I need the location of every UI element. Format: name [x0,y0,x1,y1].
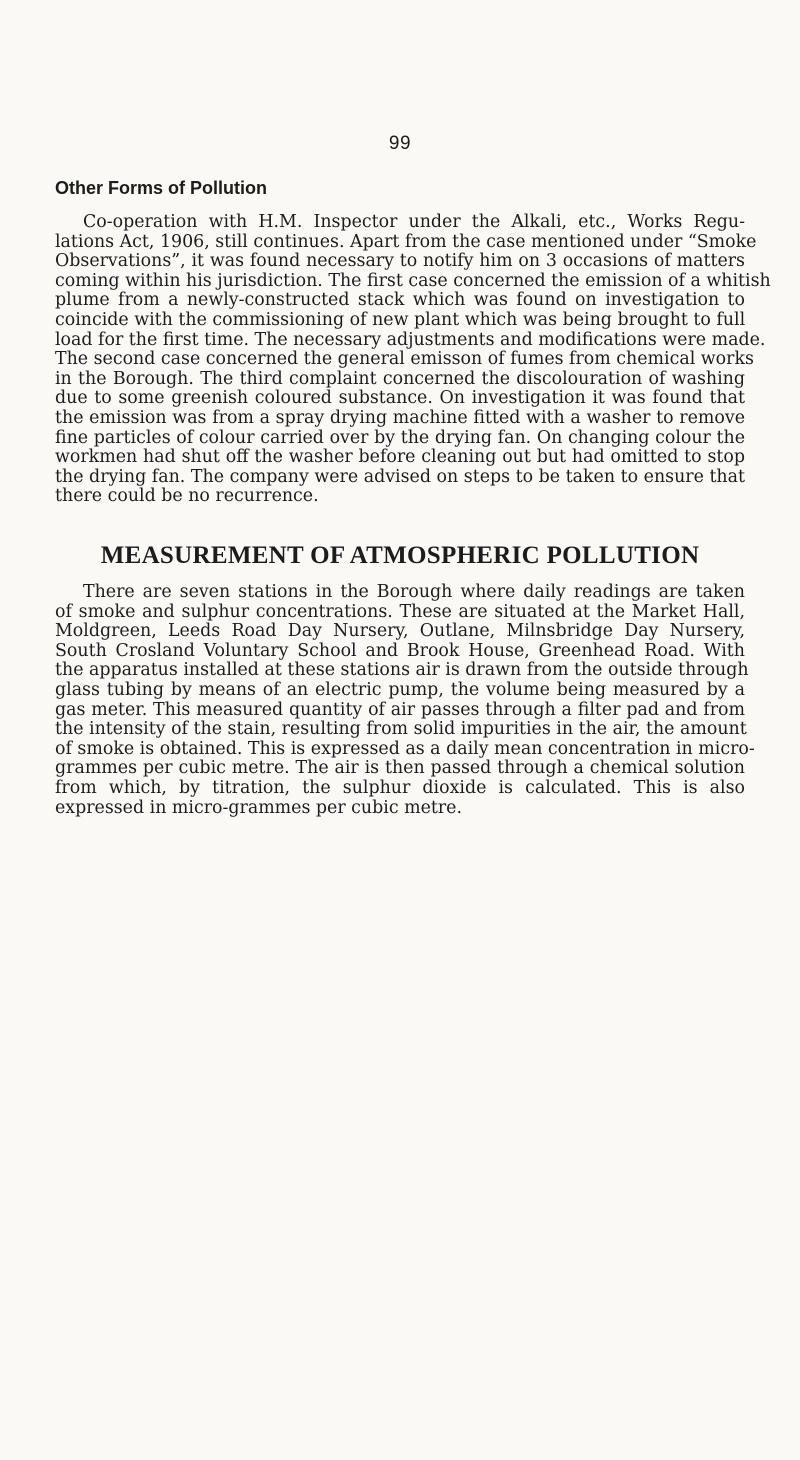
text-line: in the Borough. The third complaint concerned the discolouration of washing [55,368,745,389]
text-line: Moldgreen, Leeds Road Day Nursery, Outlane, Milnsbridge Day Nursery, [55,621,745,642]
main-heading-measurement: MEASUREMENT OF ATMOSPHERIC POLLUTION [100,542,700,569]
paragraph-other-forms [55,212,771,507]
text-line: glass tubing by means of an electric pump, the volume being measured by a [55,679,745,700]
text-line: workmen had shut off the washer before cleaning out but had omitted to stop [55,447,745,468]
text-line: expressed in micro-grammes per cubic metre. [55,797,462,818]
text-line: there could be no recurrence. [55,486,319,507]
text-line: South Crosland Voluntary School and Brook House, Greenhead Road. With [55,640,745,661]
text-line: fine particles of colour carried over by the drying fan. On changing colour the [55,427,745,448]
page-number: 99 [388,133,412,154]
text-line: Co-operation with H.M. Inspector under the Alkali, etc., Works Regu- [83,212,745,232]
paragraph-measurement [55,582,755,818]
text-line: the drying fan. The company were advised on steps to be taken to ensure that [55,466,745,487]
text-line: due to some greenish coloured substance. On investigation it was found that [55,388,745,409]
text-line: lations Act, 1906, still continues. Apart from the case mentioned under “Smoke [55,231,757,252]
text-line: coming within his jurisdiction. The first case concerned the emission of a whitish [55,270,771,291]
text-line: of smoke and sulphur concentrations. These are situated at the Market Hall, [55,601,745,622]
text-line: There are seven stations in the Borough where daily readings are taken [83,582,745,602]
section-heading-other-forms: Other Forms of Pollution [55,178,267,198]
text-line: Observations”, it was found necessary to notify him on 3 occasions of matters [55,251,745,272]
text-line: of smoke is obtained. This is expressed as a daily mean concentration in micro- [55,738,755,759]
text-line: from which, by titration, the sulphur dioxide is calculated. This is also [55,777,745,798]
text-line: the intensity of the stain, resulting from solid impurities in the air, the amount [55,719,747,740]
text-line: coincide with the commissioning of new plant which was being brought to full [55,309,746,330]
text-line: plume from a newly-constructed stack which was found on investigation to [55,290,745,311]
text-line: grammes per cubic metre. The air is then passed through a chemical solution [55,758,745,779]
text-line: The second case concerned the general emisson of fumes from chemical works [55,349,754,370]
text-line: load for the first time. The necessary adjustments and modifications were made. [55,329,766,350]
text-line: the apparatus installed at these stations air is drawn from the outside through [55,660,749,681]
text-line: the emission was from a spray drying machine fitted with a washer to remove [55,407,745,428]
text-line: gas meter. This measured quantity of air passes through a filter pad and from [55,699,745,720]
